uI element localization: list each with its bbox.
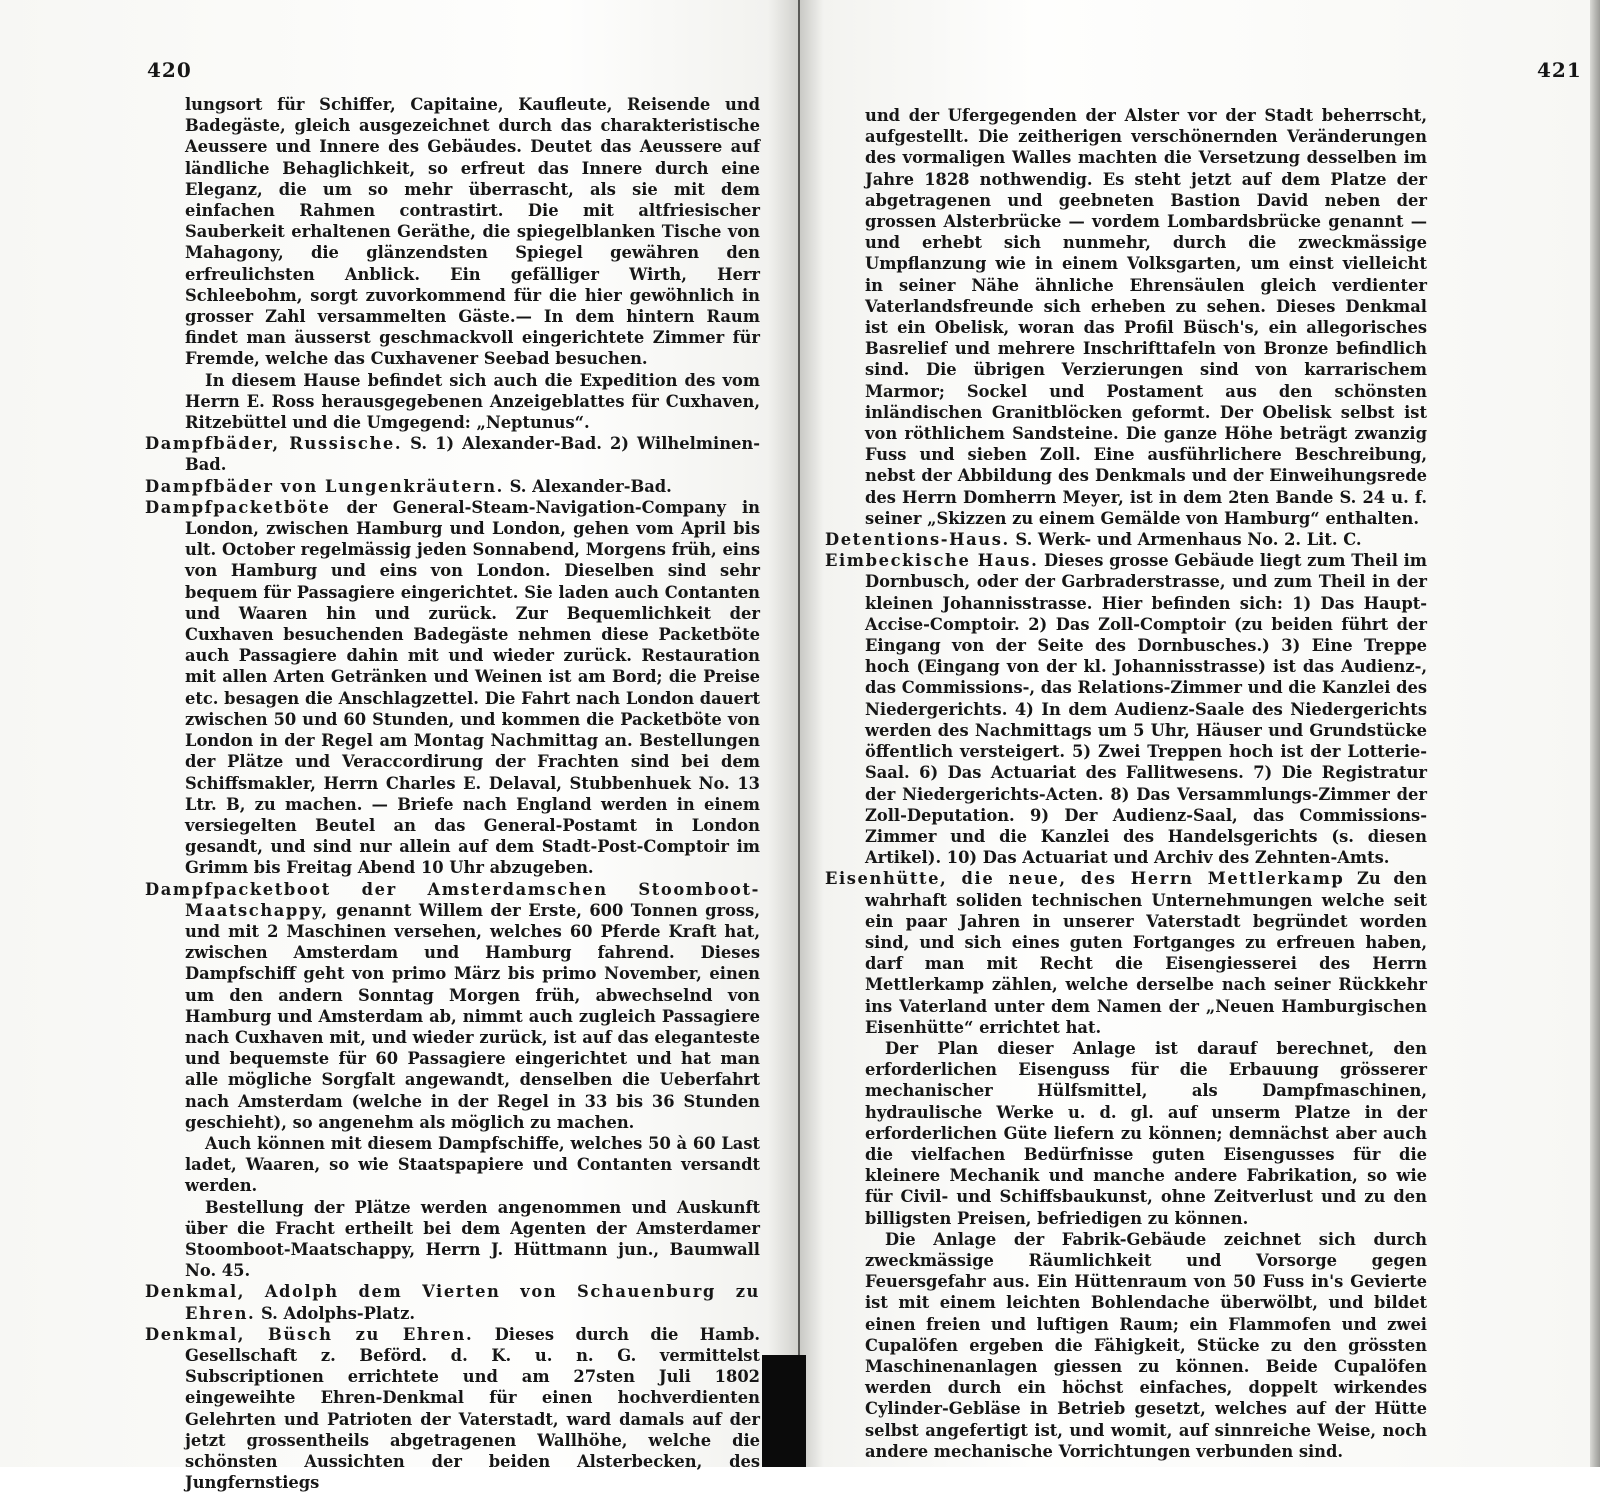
page-number: 420	[147, 58, 192, 82]
entry-headword: Dampfpacketböte	[145, 497, 331, 517]
entry-text: genannt Willem der Erste, 600 Tonnen gross, und mit 2 Maschinen versehen, welches 60 Pferde Kraft hat, zwischen Amsterdam und Hamburg fahrend. Dieses Dampfschiff geht von primo März bis primo November, einen um den andern Sonntag Morgen früh, abwechselnd von Hamburg und Amsterdam ab, nimmt auch zugleich Passagiere nach Cuxhaven mit, und wieder zurück, ist auf das eleganteste und bequemste für 60 Passagiere eingerichtet und hat man alle mögliche Sorgfalt angewandt, denselben die Ueberfahrt nach Amsterdam (welche in der Regel in 33 bis 36 Stunden geschieht), so angenehm als möglich zu machen.	[185, 900, 760, 1132]
page-text	[825, 105, 1427, 1462]
entry-text: S. Adolphs-Platz.	[255, 1303, 416, 1323]
entry-headword: Eisenhütte, die neue, des Herrn Mettlerkamp	[825, 869, 1345, 889]
page-edge	[1590, 0, 1600, 1467]
entry-headword: Denkmal, Adolph dem Vierten von Schauenburg zu Ehren.	[145, 1282, 760, 1323]
entry-headword: Dampfpacketboot der Amsterdamschen Stoomboot-Maatschappy,	[145, 879, 760, 920]
entry-headword: Dampfbäder von Lungenkräutern.	[145, 476, 504, 496]
dictionary-entry	[145, 497, 760, 879]
paragraph-continuation: und der Ufergegenden der Alster vor der Stadt beherrscht, aufgestellt. Die zeitherigen verschönernden Veränderungen des vormaligen Walles machten die Versetzung desselben im Jahre 1828 nothwendig. Es steht jetzt auf dem Platze der abgetragenen und geebneten Bastion David neben der grossen Alsterbrücke — vordem Lombardsbrücke genannt — und erhebt sich nunmehr, durch die zweckmässige Umpflanzung wie in einem Volksgarten, um einst vielleicht in seiner Nähe ähnliche Ehrensäulen gleich verdienter Vaterlandsfreunde sich erheben zu sehen. Dieses Denkmal ist ein Obelisk, woran das Profil Büsch's, ein allegorisches Basrelief und mehrere Inschrifttafeln von Bronze befindlich sind. Die übrigen Verzierungen sind von karrarischem Marmor; Sockel und Postament aus den schönsten inländischen Granitblöcken geformt. Der Obelisk selbst ist von röthlichem Sandsteine. Die ganze Höhe beträgt zwanzig Fuss und sieben Zoll. Eine ausführlichere Beschreibung, nebst der Abbildung des Denkmals und der Einweihungsrede des Herrn Domherrn Meyer, ist in dem 2ten Bande S. 24 u. f. seiner „Skizzen zu einem Gemälde von Hamburg“ enthalten.	[865, 106, 1427, 528]
dictionary-entry	[145, 1281, 760, 1323]
paragraph-continuation: lungsort für Schiffer, Capitaine, Kaufleute, Reisende und Badegäste, gleich ausgezeichnet durch das charakteristische Aeussere und Innere des Gebäudes. Deutet das Aeussere auf ländliche Behaglichkeit, so erfreut das Innere durch eine Eleganz, die um so mehr überrascht, als sie mit dem einfachen Rahmen contrastirt. Die mit altfriesischer Sauberkeit erhaltenen Geräthe, die spiegelblanken Tische von Mahagony, die glänzendsten Spiegel gewähren den erfreulichsten Anblick. Ein gefälliger Wirth, Herr Schleebohm, sorgt zuvorkommend für die hier gewöhnlich in grosser Zahl versammelten Gäste.— In dem hintern Raum findet man äusserst geschmackvoll eingerichtete Zimmer für Fremde, welche das Cuxhavener Seebad besuchen.	[185, 95, 760, 369]
entry-text: S. 1) Alexander-Bad. 2) Wilhelminen-Bad.	[185, 434, 761, 475]
dictionary-entry	[145, 433, 760, 475]
page-text	[145, 94, 760, 1493]
dictionary-entry	[825, 529, 1427, 550]
entry-text: Dieses grosse Gebäude liegt zum Theil im Dornbusch, oder der Garbraderstrasse, und zum Theil in der kleinen Johannisstrasse. Hier befinden sich: 1) Das Haupt-Accise-Comptoir. 2) Das Zoll-Comptoir (zu beiden führt der Eingang von der Seite des Dornbusches.) 3) Eine Treppe hoch (Eingang von der kl. Johannisstrasse) ist das Audienz-, das Commissions-, das Relations-Zimmer und die Kanzlei des Niedergerichts. 4) In dem Audienz-Saale des Niedergerichts werden des Nachmittags um 5 Uhr, Häuser und Grundstücke öffentlich versteigert. 5) Zwei Treppen hoch ist der Lotterie-Saal. 6) Das Actuariat des Fallitwesens. 7) Die Registratur der Niedergerichts-Acten. 8) Das Versammlungs-Zimmer der Zoll-Deputation. 9) Der Audienz-Saal, das Commissions-Zimmer und die Kanzlei des Handelsgerichts (s. diesen Artikel). 10) Das Actuariat und Archiv des Zehnten-Amts.	[865, 551, 1428, 868]
page-number: 421	[1537, 58, 1582, 82]
right-page	[800, 0, 1590, 1467]
dictionary-entry	[145, 476, 760, 497]
entry-headword: Detentions-Haus.	[825, 530, 1010, 550]
dictionary-entry	[825, 550, 1427, 868]
entry-headword: Dampfbäder, Russische.	[145, 434, 403, 454]
entry-text: Zu den wahrhaft soliden technischen Unternehmungen welche seit ein paar Jahren in unserer Vaterstadt begründet worden sind, und sich eines guten Fortganges zu erfreuen haben, darf man mit Recht die Eisengiesserei des Herrn Mettlerkamp zählen, welche derselbe nach seiner Rückkehr ins Vaterland unter dem Namen der „Neuen Hamburgischen Eisenhütte“ errichtet hat.	[865, 869, 1427, 1037]
paragraph: Bestellung der Plätze werden angenommen und Auskunft über die Fracht ertheilt bei dem Agenten der Amsterdamer Stoomboot-Maatschappy, Herrn J. Hüttmann jun., Baumwall No. 45.	[185, 1197, 760, 1281]
paragraph: Die Anlage der Fabrik-Gebäude zeichnet sich durch zweckmässige Räumlichkeit und Vorsorge gegen Feuersgefahr aus. Ein Hüttenraum von 50 Fuss in's Gevierte ist mit einem leichten Bohlendache überwölbt, und bildet einen freien und luftigen Raum; ein Flammofen und zwei Cupalöfen ergeben die Fähigkeit, Stücke zu den grössten Maschinenanlagen giessen zu können. Beide Cupalöfen werden durch ein höchst einfaches, doppelt wirkendes Cylinder-Gebläse in Betrieb gesetzt, welches auf der Hütte selbst angefertigt ist, und womit, auf sinnreiche Weise, noch andere mechanische Vorrichtungen verbunden sind.	[865, 1229, 1427, 1461]
paragraph: Auch können mit diesem Dampfschiffe, welches 50 à 60 Last ladet, Waaren, so wie Staatspapiere und Contanten versandt werden.	[185, 1133, 760, 1196]
bookmark-ribbon	[762, 1355, 806, 1467]
dictionary-entry	[145, 879, 760, 1133]
entry-text: S. Alexander-Bad.	[503, 476, 672, 496]
entry-text: der General-Steam-Navigation-Company in London, zwischen Hamburg und London, gehen vom April bis ult. October regelmässig jeden Sonnabend, Morgens früh, eins von Hamburg und eins von London. Dieselben sind sehr bequem für Passagiere eingerichtet. Sie laden auch Contanten und Waaren hin und zurück. Zur Bequemlichkeit der Cuxhaven besuchenden Badegäste nehmen diese Packetböte auch Passagiere dahin mit und wieder zurück. Restauration mit allen Arten Getränken und Weinen ist am Bord; die Preise etc. besagen die Anschlagzettel. Die Fahrt nach London dauert zwischen 50 und 60 Stunden, und kommen die Packetböte von London in der Regel am Montag Nachmittag an. Bestellungen der Plätze und Veraccordirung der Frachten sind bei dem Schiffsmakler, Herrn Charles E. Delaval, Stubbenhuek No. 13 Ltr. B, zu machen. — Briefe nach England werden in einem versiegelten Beutel an das General-Postamt in London gesandt, und sind nur allein auf dem Stadt-Post-Comptoir im Grimm bis Freitag Abend 10 Uhr abzugeben.	[185, 497, 760, 878]
dictionary-entry	[825, 868, 1427, 1038]
paragraph: Der Plan dieser Anlage ist darauf berechnet, den erforderlichen Eisenguss für die Erbauung grösserer mechanischer Hülfsmittel, als Dampfmaschinen, hydraulische Werke u. d. gl. auf unserm Platze in der erforderlichen Güte liefern zu können; demnächst aber auch die vielfachen Bedürfnisse guten Eisengusses für die kleinere Mechanik und manche andere Fabrikation, so wie für Civil- und Schiffsbaukunst, ohne Zeitverlust und zu den billigsten Preisen, befriedigen zu können.	[865, 1038, 1427, 1228]
entry-headword: Eimbeckische Haus.	[825, 551, 1039, 571]
paragraph: In diesem Hause befindet sich auch die Expedition des vom Herrn E. Ross herausgegebenen Anzeigeblattes für Cuxhaven, Ritzebüttel und die Umgegend: „Neptunus“.	[185, 370, 760, 433]
entry-text: Dieses durch die Hamb. Gesellschaft z. Beförd. d. K. u. n. G. vermittelst Subscriptionen errichtete und am 27sten Juli 1802 eingeweihte Ehren-Denkmal für einen hochverdienten Gelehrten und Patrioten der Vaterstadt, ward damals auf der jetzt grossentheils abgetragenen Wallhöhe, welche die schönsten Aussichten der beiden Alsterbecken, des Jungfernstiegs	[185, 1324, 760, 1493]
entry-text: S. Werk- und Armenhaus No. 2. Lit. C.	[1009, 530, 1362, 550]
dictionary-entry	[145, 1324, 760, 1493]
entry-headword: Denkmal, Büsch zu Ehren.	[145, 1324, 474, 1344]
